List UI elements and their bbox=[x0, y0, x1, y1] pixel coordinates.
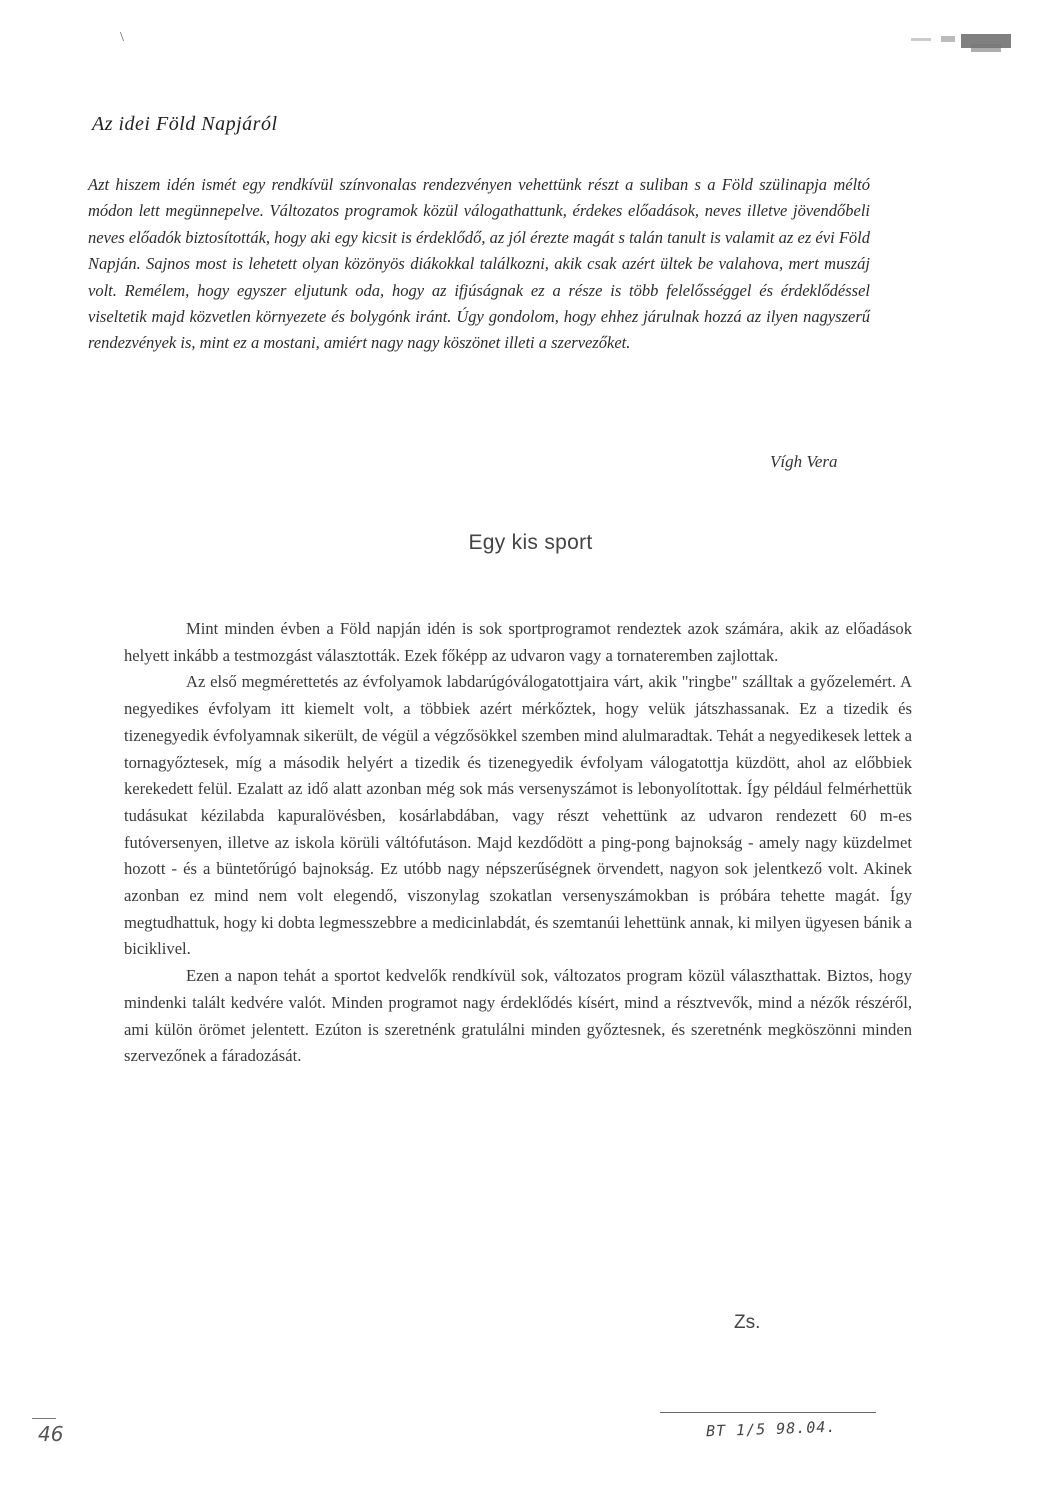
reference-underline bbox=[660, 1412, 876, 1413]
article2-paragraph: Az első megmérettetés az évfolyamok labdarúgóválogatottjaira várt, akik "ringbe" szálltak a győzelemért. A negyedikes évfolyam itt kiemelt volt, a többiek azért mérkőztek, hogy velük játszhassanak. Ez a tizedik és tizenegyedik évfolyamnak sikerült, de végül a végzősökkel szemben mind alulmaradtak. Tehát a negyedikesek lettek a tornagyőztesek, míg a második helyért a tizedik és tizenegyedik évfolyam válogatottja küzdött, ahol az előbbiek kerekedett felül. Ezalatt az idő alatt azonban még sok más versenyszámot is lebonyolítottak. Így például felmérhettük tudásukat kézilabda kapuralövésben, kosárlabdában, vagy részt vehettünk az udvaron rendezett 60 m-es futóversenyen, illetve az iskola körüli váltófutáson. Majd kezdődött a ping-pong bajnokság - amely nagy küzdelmet hozott - és a büntetőrúgó bajnokság. Ez utóbb nagy népszerűségnek örvendett, nagyon sok jelentkező volt. Akinek azonban ez mind nem volt elegendő, viszonylag szokatlan versenyszámokban is próbára tehette magát. Így megtudhattuk, hogy ki dobta legmesszebbre a medicinlabdát, és szemtanúi lehettünk annak, ki milyen ügyesen bánik a biciklivel. bbox=[124, 672, 912, 959]
article2-body bbox=[124, 616, 912, 1070]
page-number: 46 bbox=[38, 1422, 64, 1446]
scan-artifact bbox=[871, 30, 1021, 60]
archive-reference: BT 1/5 98.04. bbox=[705, 1417, 837, 1441]
article2-title: Egy kis sport bbox=[468, 531, 593, 554]
margin-line bbox=[32, 1418, 56, 1419]
article1-author: Vígh Vera bbox=[770, 452, 838, 471]
article1-title: Az idei Föld Napjáról bbox=[92, 113, 278, 135]
corner-mark: \ bbox=[120, 30, 124, 45]
article2-paragraph: Mint minden évben a Föld napján idén is sok sportprogramot rendeztek azok számára, akik az előadások helyett inkább a testmozgást választották. Ezek főképp az udvaron vagy a tornateremben zajlottak. bbox=[124, 619, 912, 665]
article1-body: Azt hiszem idén ismét egy rendkívül színvonalas rendezvényen vehettünk részt a suliban s a Föld szülinapja méltó módon lett megünnepelve. Változatos programok közül válogathattunk, érdekes előadások, neves illetve jövendőbeli neves előadók biztosították, hogy aki egy kicsit is érdeklődő, az jól érezte magát s talán tanult is valamit az ez évi Föld Napján. Sajnos most is lehetett olyan közönyös diákokkal találkozni, akik csak azért ültek be valahova, mert muszáj volt. Remélem, hogy egyszer eljutunk oda, hogy az ifjúságnak ez a része is több felelősséggel és érdeklődéssel viseltetik majd közvetlen környezete és bolygónk iránt. Úgy gondolom, hogy ehhez járulnak hozzá az ilyen nagyszerű rendezvények is, mint ez a mostani, amiért nagy nagy köszönet illeti a szervezőket. bbox=[88, 175, 870, 353]
article2-author: Zs. bbox=[734, 1312, 761, 1333]
article2-paragraph: Ezen a napon tehát a sportot kedvelők rendkívül sok, változatos program közül választhattak. Biztos, hogy mindenki talált kedvére valót. Minden programot nagy érdeklődés kísért, mind a résztvevők, mind a nézők részéről, ami külön örömet jelentett. Ezúton is szeretnénk gratulálni minden győztesnek, és szeretnénk megköszönni minden szervezőnek a fáradozását. bbox=[124, 966, 912, 1066]
